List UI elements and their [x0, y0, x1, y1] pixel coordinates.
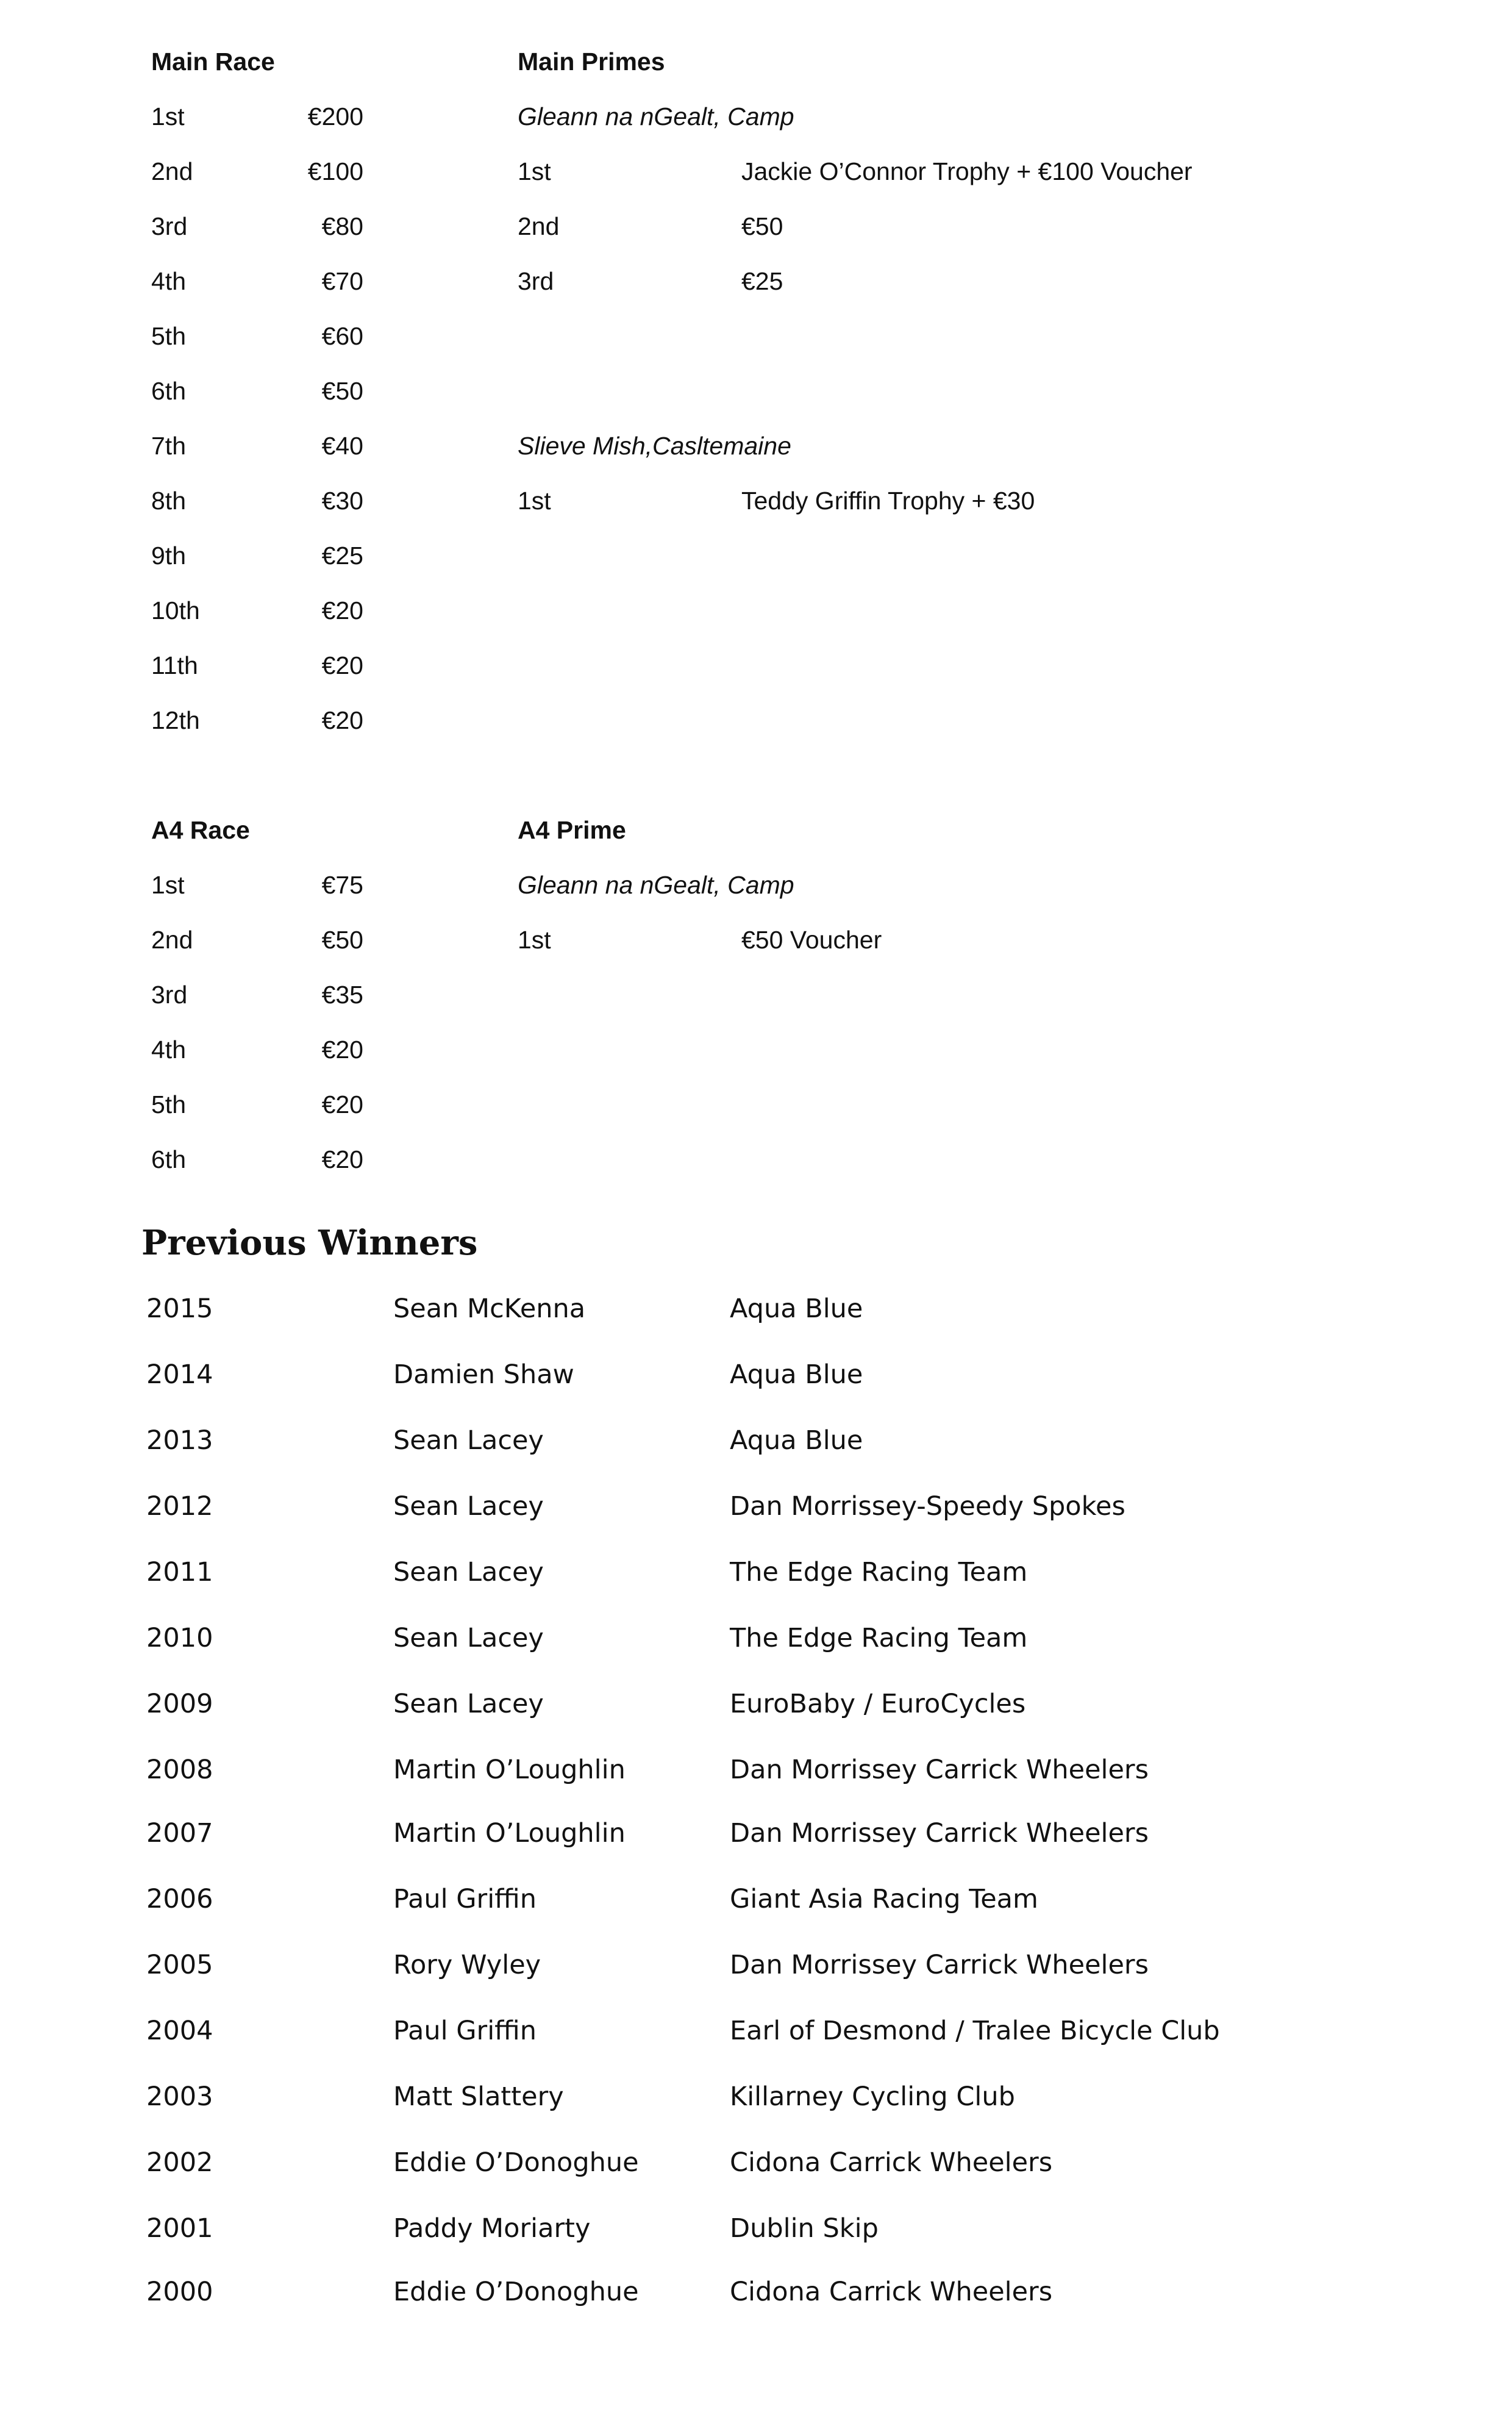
winner-name: Paul Griffin [393, 2016, 537, 2046]
winner-year: 2013 [146, 1425, 213, 1456]
a4-race-place: 3rd [151, 981, 188, 1009]
winner-year: 2001 [146, 2213, 213, 2244]
a4-race-place: 5th [151, 1090, 186, 1119]
main-race-place: 3rd [151, 212, 188, 240]
prime-prize: €25 [741, 267, 783, 295]
winner-name: Sean Lacey [393, 1689, 544, 1719]
prime-place: 2nd [518, 212, 560, 240]
prime-place: 1st [518, 487, 551, 515]
main-race-prize: €100 [307, 157, 363, 185]
main-race-place: 2nd [151, 157, 193, 185]
winner-team: EuroBaby / EuroCycles [730, 1689, 1026, 1719]
main-race-prize: €60 [321, 322, 363, 350]
winner-name: Matt Slattery [393, 2081, 564, 2112]
main-race-place: 11th [151, 651, 198, 679]
winner-name: Eddie O’Donoghue [393, 2147, 639, 2178]
main-race-prize: €80 [321, 212, 363, 240]
winner-team: Cidona Carrick Wheelers [730, 2277, 1053, 2307]
a4-race-prize: €35 [321, 981, 363, 1009]
winner-name: Damien Shaw [393, 1359, 574, 1390]
main-race-prize: €30 [321, 487, 363, 515]
main-race-prize: €40 [321, 432, 363, 460]
winner-name: Sean Lacey [393, 1425, 544, 1456]
main-race-place: 6th [151, 377, 186, 405]
winner-name: Paul Griffin [393, 1884, 537, 1914]
previous-winners-title: Previous Winners [141, 1223, 478, 1263]
winner-team: Earl of Desmond / Tralee Bicycle Club [730, 2016, 1220, 2046]
a4-race-prize: €50 [321, 926, 363, 954]
winner-year: 2009 [146, 1689, 213, 1719]
winner-team: Dublin Skip [730, 2213, 879, 2244]
a4-prime-place: 1st [518, 926, 551, 954]
main-race-prize: €50 [321, 377, 363, 405]
winner-year: 2007 [146, 1818, 213, 1849]
winner-team: Aqua Blue [730, 1425, 863, 1456]
main-race-heading: Main Race [151, 48, 275, 76]
main-race-prize: €20 [321, 596, 363, 625]
winner-name: Sean Lacey [393, 1623, 544, 1653]
main-primes-heading: Main Primes [518, 48, 665, 76]
main-race-prize: €25 [321, 542, 363, 570]
a4-prime-heading: A4 Prime [518, 816, 626, 844]
winner-year: 2014 [146, 1359, 213, 1390]
a4-race-prize: €75 [321, 871, 363, 899]
winner-team: Cidona Carrick Wheelers [730, 2147, 1053, 2178]
winner-name: Martin O’Loughlin [393, 1755, 626, 1785]
a4-race-place: 6th [151, 1145, 186, 1173]
prime-place: 1st [518, 157, 551, 185]
winner-name: Eddie O’Donoghue [393, 2277, 639, 2307]
winner-name: Rory Wyley [393, 1950, 541, 1980]
a4-prime-prize: €50 Voucher [741, 926, 882, 954]
winner-name: Sean Lacey [393, 1491, 544, 1522]
main-race-place: 9th [151, 542, 186, 570]
winner-year: 2012 [146, 1491, 213, 1522]
prime-prize: €50 [741, 212, 783, 240]
main-race-place: 10th [151, 596, 200, 625]
a4-race-prize: €20 [321, 1145, 363, 1173]
winner-year: 2015 [146, 1294, 213, 1324]
winner-name: Martin O’Loughlin [393, 1818, 626, 1849]
a4-race-place: 4th [151, 1036, 186, 1064]
winner-year: 2003 [146, 2081, 213, 2112]
winner-team: Killarney Cycling Club [730, 2081, 1015, 2112]
main-race-place: 4th [151, 267, 186, 295]
winner-team: Dan Morrissey Carrick Wheelers [730, 1755, 1149, 1785]
winner-team: Giant Asia Racing Team [730, 1884, 1038, 1914]
winner-name: Paddy Moriarty [393, 2213, 591, 2244]
a4-race-prize: €20 [321, 1036, 363, 1064]
a4-race-heading: A4 Race [151, 816, 250, 844]
prime-location-castlemaine: Slieve Mish,Casltemaine [518, 432, 791, 460]
main-race-place: 5th [151, 322, 186, 350]
winner-year: 2006 [146, 1884, 213, 1914]
winner-team: Dan Morrissey-Speedy Spokes [730, 1491, 1125, 1522]
winner-name: Sean McKenna [393, 1294, 586, 1324]
winner-year: 2011 [146, 1557, 213, 1588]
winner-team: Aqua Blue [730, 1294, 863, 1324]
main-race-prize: €70 [321, 267, 363, 295]
a4-race-place: 2nd [151, 926, 193, 954]
main-race-place: 12th [151, 706, 200, 734]
winner-year: 2000 [146, 2277, 213, 2307]
main-race-place: 1st [151, 102, 185, 131]
a4-race-place: 1st [151, 871, 185, 899]
main-race-prize: €200 [307, 102, 363, 131]
main-race-place: 8th [151, 487, 186, 515]
main-race-prize: €20 [321, 651, 363, 679]
prime-location-camp: Gleann na nGealt, Camp [518, 102, 794, 131]
winner-year: 2004 [146, 2016, 213, 2046]
prime-prize: Jackie O’Connor Trophy + €100 Voucher [741, 157, 1193, 185]
winner-year: 2002 [146, 2147, 213, 2178]
winner-year: 2008 [146, 1755, 213, 1785]
winner-team: The Edge Racing Team [730, 1557, 1028, 1588]
main-race-place: 7th [151, 432, 186, 460]
winner-team: Dan Morrissey Carrick Wheelers [730, 1818, 1149, 1849]
main-race-prize: €20 [321, 706, 363, 734]
prime-prize: Teddy Griffin Trophy + €30 [741, 487, 1035, 515]
winner-year: 2010 [146, 1623, 213, 1653]
a4-prime-location: Gleann na nGealt, Camp [518, 871, 794, 899]
winner-team: Aqua Blue [730, 1359, 863, 1390]
winner-team: The Edge Racing Team [730, 1623, 1028, 1653]
a4-race-prize: €20 [321, 1090, 363, 1119]
winner-year: 2005 [146, 1950, 213, 1980]
winner-team: Dan Morrissey Carrick Wheelers [730, 1950, 1149, 1980]
winner-name: Sean Lacey [393, 1557, 544, 1588]
prime-place: 3rd [518, 267, 554, 295]
